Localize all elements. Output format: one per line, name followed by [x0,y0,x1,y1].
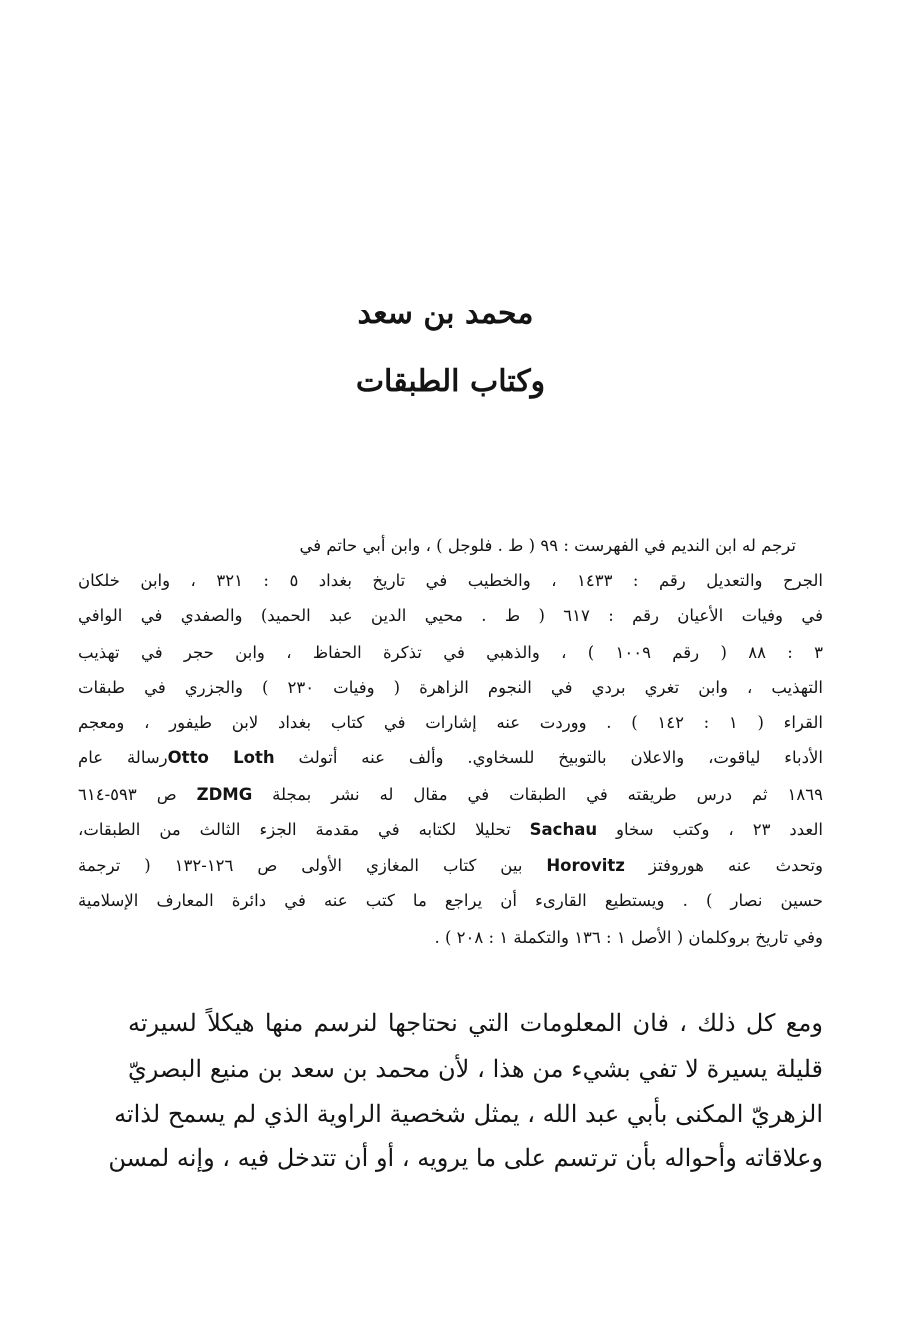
footnote-line: الجرح والتعديل رقم : ١٤٣٣ ، والخطيب في تاريخ بغداد ٥ : ٣٢١ ، وابن خلكان [78,571,823,590]
footnote-line: القراء ( ١ : ١٤٢ ) . ووردت عنه إشارات في كتاب بغداد لابن طيفور ، ومعجم [78,713,823,732]
footnote-text: وتحدث عنه هوروفتز [624,856,823,875]
footnote-line [78,780,823,810]
footnote-line: ٣ : ٨٨ ( رقم ١٠٠٩ ) ، والذهبي في تذكرة الحفاظ ، وابن حجر في تهذيب [78,643,823,662]
footnote-line [78,743,823,773]
footnote-line [78,851,823,881]
footnote-line: في وفيات الأعيان رقم : ٦١٧ ( ط . محيي الدين عبد الحميد) والصفدي في الوافي [78,606,823,625]
footnote-text: ص ٥٩٣-٦١٤ [78,785,197,804]
footnote-text: رسالة عام [78,748,168,767]
body-line: قليلة يسيرة لا تفي بشيء من هذا ، لأن محمد بن سعد بن منيع البصريّ [128,1055,823,1083]
footnote-line-last: وفي تاريخ بروكلمان ( الأصل ١ : ١٣٦ والتكملة ١ : ٢٠٨ ) . [434,928,823,947]
chapter-title-line-1: محمد بن سعد [357,296,534,331]
footnote-line [78,815,823,845]
footnote-line: ترجم له ابن النديم في الفهرست : ٩٩ ( ط . فلوجل ) ، وابن أبي حاتم في [299,536,796,555]
body-line: وعلاقاته وأحواله بأن ترتسم على ما يرويه ، أو أن تتدخل فيه ، وإنه لمسن [108,1144,823,1172]
latin-name-otto-loth: Otto Loth [167,748,275,767]
footnote-text: ١٨٦٩ ثم درس طريقته في الطبقات في مقال له نشر بمجلة [252,785,823,804]
footnote-text: الأدباء لياقوت، والاعلان بالتوبيخ للسخاوي. وألف عنه أتولث [274,748,823,767]
footnote-line: حسين نصار ) . ويستطيع القارىء أن يراجع ما كتب عنه في دائرة المعارف الإسلامية [78,891,823,910]
body-line: الزهريّ المكنى بأبي عبد الله ، يمثل شخصية الراوية الذي لم يسمح لذاته [114,1100,823,1128]
latin-name-horovitz: Horovitz [546,856,625,875]
body-line: ومع كل ذلك ، فان المعلومات التي نحتاجها لنرسم منها هيكلاً لسيرته [128,1009,823,1037]
latin-name-sachau: Sachau [529,820,598,839]
chapter-title-line-2: وكتاب الطبقات [355,364,546,399]
footnote-text: تحليلا لكتابه في مقدمة الجزء الثالث من الطبقات، [78,820,530,839]
footnote-line: التهذيب ، وابن تغري بردي في النجوم الزاهرة ( وفيات ٢٣٠ ) والجزري في طبقات [78,678,823,697]
footnote-text: العدد ٢٣ ، وكتب سخاو [597,820,823,839]
footnote-text: بين كتاب المغازي الأولى ص ١٢٦-١٣٢ ( ترجمة [78,856,547,875]
latin-name-zdmg: ZDMG [196,785,253,804]
